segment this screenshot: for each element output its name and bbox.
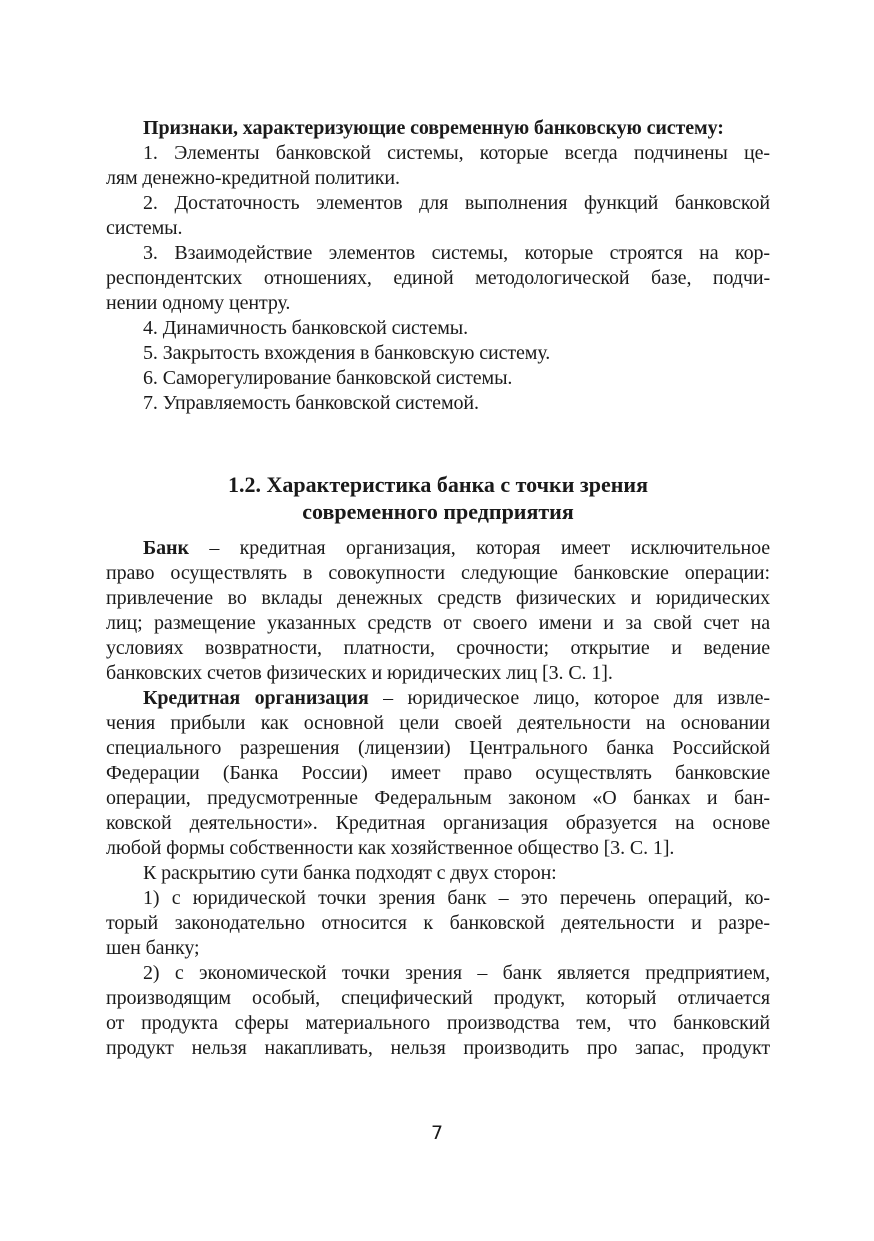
text-line: банковских счетов физических и юридических лиц [3. С. 1]. — [106, 662, 613, 684]
list-item — [106, 141, 770, 191]
features-title: Признаки, характеризующие современную банковскую систему: — [143, 117, 724, 139]
text-line: любой формы собственности как хозяйственное общество [3. С. 1]. — [106, 837, 675, 859]
text-line: 3. Взаимодействие элементов системы, которые строятся на кор- — [143, 242, 770, 264]
list-item — [106, 391, 770, 416]
term-credit-organization: Кредитная организация — [143, 687, 369, 709]
text-line: 7. Управляемость банковской системой. — [143, 392, 479, 414]
page-content — [106, 116, 770, 1061]
text-line: Федерации (Банка России) имеет право осуществлять банковские — [106, 762, 770, 784]
text-line: нении одному центру. — [106, 292, 291, 314]
text-line: торый законодательно относится к банковской деятельности и разре- — [106, 912, 770, 934]
text-line — [106, 536, 770, 561]
text-span: – кредитная организация, которая имеет исключительное — [188, 537, 770, 559]
page-number: 7 — [430, 1122, 444, 1144]
text-line: системы. — [106, 217, 183, 239]
list-item — [106, 366, 770, 391]
text-line: производящим особый, специфический продукт, который отличается — [106, 987, 770, 1009]
text-line: специального разрешения (лицензии) Центрального банка Российской — [106, 737, 770, 759]
section-heading-line: 1.2. Характеристика банка с точки зрения — [228, 472, 648, 497]
text-line: от продукта сферы материального производства тем, что банковский — [106, 1012, 770, 1034]
text-line: 5. Закрытость вхождения в банковскую систему. — [143, 342, 551, 364]
text-line: операции, предусмотренные Федеральным законом «О банках и бан- — [106, 787, 770, 809]
text-line: право осуществлять в совокупности следующие банковские операции: — [106, 562, 770, 584]
text-line: лям денежно-кредитной политики. — [106, 167, 400, 189]
paragraph-credit-organization — [106, 686, 770, 861]
text-line: условиях возвратности, платности, срочности; открытие и ведение — [106, 637, 770, 659]
term-bank: Банк — [143, 537, 189, 559]
features-section — [106, 116, 770, 416]
text-line: ковской деятельности». Кредитная организация образуется на основе — [106, 812, 770, 834]
text-line: 2. Достаточность элементов для выполнения функций банковской — [143, 192, 770, 214]
text-line: 1) с юридической точки зрения банк – это перечень операций, ко- — [143, 887, 770, 909]
text-line: шен банку; — [106, 937, 200, 959]
text-line — [106, 686, 770, 711]
paragraph-bank-definition — [106, 536, 770, 686]
text-line: 2) с экономической точки зрения – банк является предприятием, — [143, 962, 770, 984]
text-line: 1. Элементы банковской системы, которые всегда подчинены це- — [143, 142, 770, 164]
paragraph-economic-viewpoint — [106, 961, 770, 1061]
paragraph-legal-viewpoint — [106, 886, 770, 961]
text-line: продукт нельзя накапливать, нельзя производить про запас, продукт — [106, 1037, 770, 1059]
list-item — [106, 316, 770, 341]
text-line: респондентских отношениях, единой методологической базе, подчи- — [106, 267, 770, 289]
text-line: лиц; размещение указанных средств от своего имени и за свой счет на — [106, 612, 770, 634]
text-line: К раскрытию сути банка подходят с двух сторон: — [143, 862, 557, 884]
paragraph-approaches — [106, 861, 770, 886]
list-item — [106, 241, 770, 316]
text-line: 4. Динамичность банковской системы. — [143, 317, 469, 339]
section-heading-line: современного предприятия — [302, 499, 574, 524]
text-line: привлечение во вклады денежных средств физических и юридических — [106, 587, 770, 609]
text-span: – юридическое лицо, которое для извле- — [368, 687, 770, 709]
list-item — [106, 191, 770, 241]
text-line: 6. Саморегулирование банковской системы. — [143, 367, 513, 389]
section-heading — [106, 471, 770, 525]
text-line: чения прибыли как основной цели своей деятельности на основании — [106, 712, 770, 734]
list-item — [106, 341, 770, 366]
